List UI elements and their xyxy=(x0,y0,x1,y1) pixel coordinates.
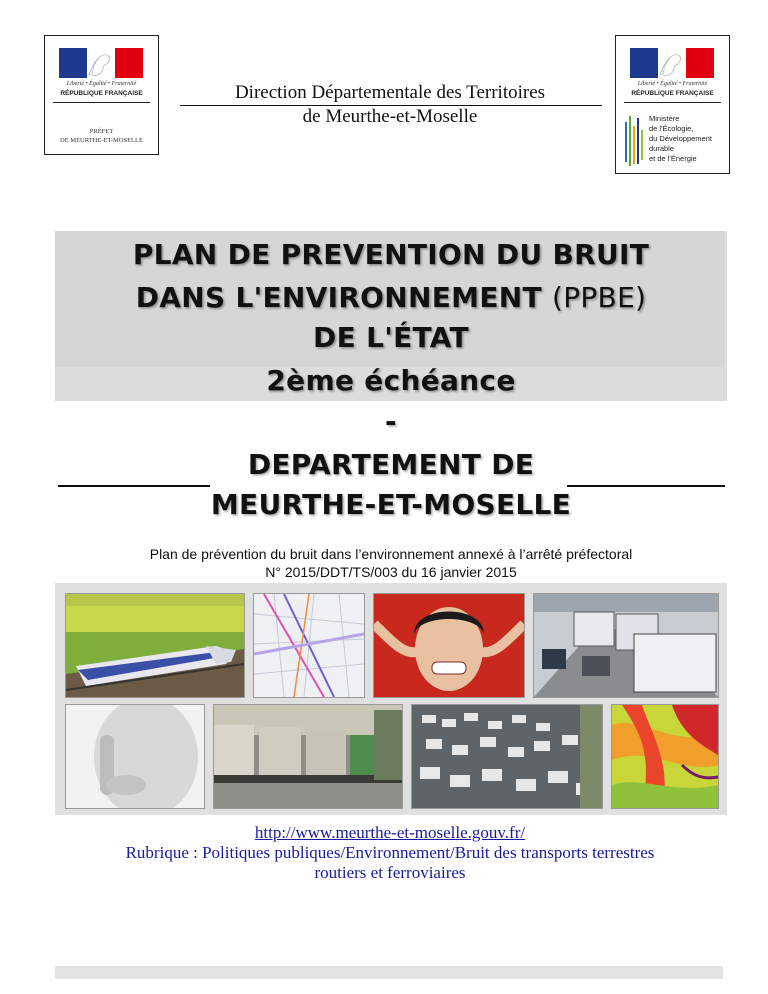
website-link-line xyxy=(40,822,740,843)
dept-line2: MEURTHE-ET-MOSELLE xyxy=(210,488,572,521)
annex-line2: N° 2015/DDT/TS/003 du 16 janvier 2015 xyxy=(265,564,517,580)
marianne-flag-logo xyxy=(59,48,143,78)
logo-motto: Liberté • Égalité • Fraternité xyxy=(637,81,708,87)
ministry-line: du Développement xyxy=(649,134,712,143)
ministry-line: Ministère xyxy=(649,114,680,123)
freight-train-photo xyxy=(213,704,403,809)
silence-gesture-photo xyxy=(65,704,205,809)
dept-line1: DEPARTEMENT DE xyxy=(247,448,535,481)
footer-bar xyxy=(55,966,723,979)
ministry-stripes-icon xyxy=(624,114,646,169)
title-line1: PLAN DE PREVENTION DU BRUIT xyxy=(132,238,650,271)
ministry-name xyxy=(649,114,727,164)
trucks-traffic-photo xyxy=(533,593,719,698)
dept-underline-right xyxy=(567,485,725,487)
rubrique-line2: routiers et ferroviaires xyxy=(314,863,466,882)
direction-line1: Direction Départementale des Territoires xyxy=(234,82,546,103)
logo-republique: RÉPUBLIQUE FRANÇAISE xyxy=(631,90,714,97)
logo-divider xyxy=(624,102,721,103)
logo-republique: RÉPUBLIQUE FRANÇAISE xyxy=(60,90,143,97)
direction-rule xyxy=(180,105,602,106)
direction-line2: de Meurthe-et-Moselle xyxy=(302,106,478,127)
title-line2 xyxy=(55,281,727,314)
screaming-woman-photo xyxy=(373,593,525,698)
title-line2-acronym: (PPBE) xyxy=(551,281,647,314)
ministry-logo xyxy=(615,35,730,174)
prefet-line1: PRÉFET xyxy=(89,128,114,135)
title-dash: - xyxy=(385,405,397,438)
photo-collage xyxy=(55,583,727,815)
rubrique-line1: Rubrique : Politiques publiques/Environnement/Bruit des transports terrestres xyxy=(125,843,655,862)
prefet-line2: DE MEURTHE-ET-MOSELLE xyxy=(60,137,143,144)
noise-heatmap-photo xyxy=(611,704,719,809)
ministry-line: durable xyxy=(649,144,675,153)
annex-line1: Plan de prévention du bruit dans l’environnement annexé à l’arrêté préfectoral xyxy=(149,546,633,562)
noise-map-photo xyxy=(253,593,365,698)
title-line3: DE L'ÉTAT xyxy=(313,321,469,354)
ministry-line: et de l'Énergie xyxy=(649,154,697,163)
title-line2-bold: DANS L'ENVIRONNEMENT xyxy=(135,281,542,314)
title-line4: 2ème échéance xyxy=(266,364,516,397)
highway-traffic-jam-photo xyxy=(411,704,603,809)
logo-motto: Liberté • Égalité • Fraternité xyxy=(66,81,137,87)
prefecture-logo xyxy=(44,35,159,155)
marianne-flag-logo xyxy=(630,48,714,78)
tgv-train-photo xyxy=(65,593,245,698)
logo-divider xyxy=(53,102,150,103)
website-link[interactable]: http://www.meurthe-et-moselle.gouv.fr/ xyxy=(254,823,526,842)
ministry-line: de l'Écologie, xyxy=(649,124,694,133)
dept-underline-left xyxy=(58,485,210,487)
